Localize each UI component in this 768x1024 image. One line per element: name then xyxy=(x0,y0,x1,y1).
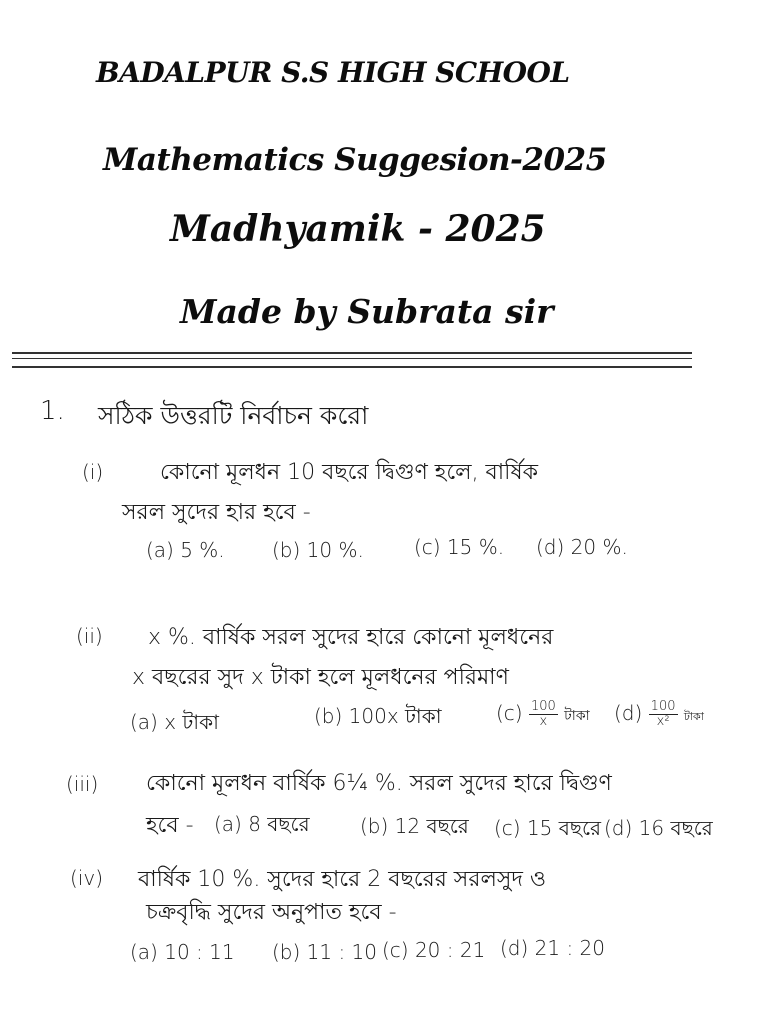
section-title: সঠিক উত্তরটি নির্বাচন করো xyxy=(98,401,369,430)
question-number: (i) xyxy=(82,460,104,484)
option-b: (b) 11 : 10 xyxy=(272,940,378,964)
option-c xyxy=(496,700,590,729)
option-d: (d) 16 বছরে xyxy=(604,816,713,840)
question-line: বার্ষিক 10 %. সুদের হারে 2 বছরের সরলসুদ ও xyxy=(138,867,547,892)
option-label: (c) xyxy=(496,701,523,725)
option-b: (b) 10 %. xyxy=(272,538,364,562)
option-c: (c) 15 বছরে xyxy=(494,816,602,840)
fraction xyxy=(529,700,558,729)
numerator: 100 xyxy=(530,699,556,714)
denominator: x² xyxy=(656,714,670,729)
author-line: Made by Subrata sir xyxy=(180,292,554,331)
option-a: (a) 5 %. xyxy=(146,538,225,562)
question-line: চক্রবৃদ্ধি সুদের অনুপাত হবে - xyxy=(146,900,397,925)
divider-rule xyxy=(12,366,692,368)
option-label: (d) xyxy=(614,701,643,725)
option-d: (d) 21 : 20 xyxy=(500,936,606,960)
option-a: (a) 10 : 11 xyxy=(130,940,235,964)
option-a: (a) 8 বছরে xyxy=(214,812,310,836)
option-c: (c) 20 : 21 xyxy=(382,938,486,962)
option-a: (a) x টাকা xyxy=(130,710,219,734)
subject-title: Mathematics Suggesion-2025 xyxy=(103,142,607,178)
question-line: x %. বার্ষিক সরল সুদের হারে কোনো মূলধনের xyxy=(148,625,554,650)
option-b: (b) 12 বছরে xyxy=(360,814,469,838)
question-line: x বছরের সুদ x টাকা হলে মূলধনের পরিমাণ xyxy=(132,665,509,690)
option-c: (c) 15 %. xyxy=(414,535,505,559)
question-line: সরল সুদের হার হবে - xyxy=(122,500,311,525)
denominator: x xyxy=(539,714,548,729)
divider-rule xyxy=(12,352,692,354)
question-number: (iii) xyxy=(66,772,99,796)
school-name: BADALPUR S.S HIGH SCHOOL xyxy=(96,56,570,89)
numerator: 100 xyxy=(650,699,676,714)
option-unit: টাকা xyxy=(683,710,704,723)
option-b: (b) 100x টাকা xyxy=(314,704,442,728)
option-d xyxy=(614,700,704,729)
option-d: (d) 20 %. xyxy=(536,535,628,559)
question-line: কোনো মূলধন বার্ষিক 6¼ %. সরল সুদের হারে দ্বিগুণ xyxy=(146,771,612,796)
divider-rule xyxy=(12,358,692,359)
option-unit: টাকা xyxy=(564,708,590,724)
question-number: (ii) xyxy=(76,624,103,648)
question-line: হবে - xyxy=(146,813,194,838)
question-number: (iv) xyxy=(70,866,103,890)
exam-title: Madhyamik - 2025 xyxy=(170,208,546,250)
section-number: 1. xyxy=(40,396,65,426)
question-line: কোনো মূলধন 10 বছরে দ্বিগুণ হলে, বার্ষিক xyxy=(160,460,538,485)
fraction xyxy=(649,700,678,729)
